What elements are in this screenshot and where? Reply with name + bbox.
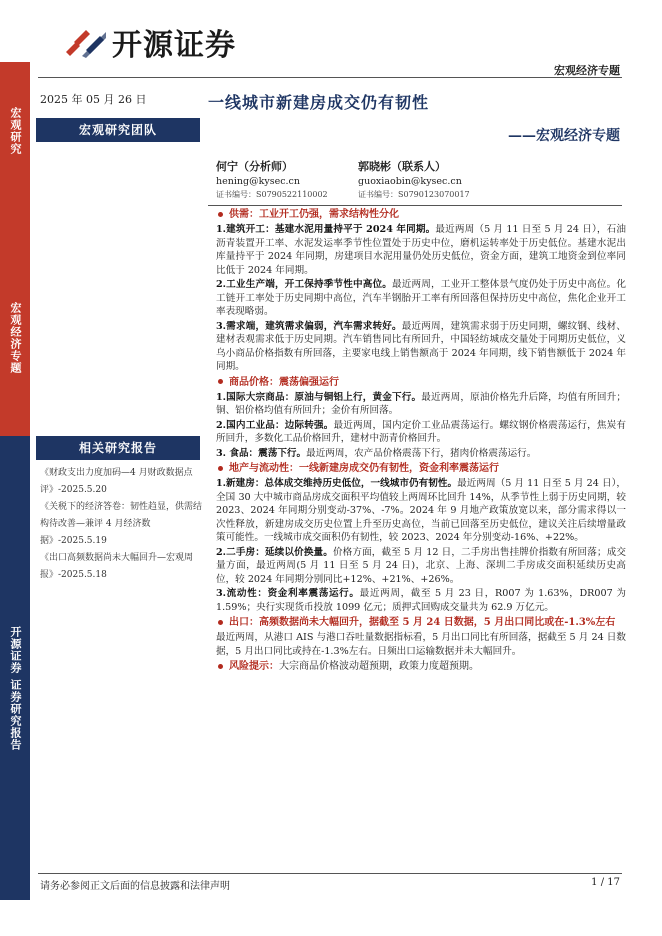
body-paragraph: 3. 食品：震荡下行。最近两周，农产品价格震荡下行，猪肉价格震荡运行。 bbox=[216, 447, 537, 459]
footer-disclaimer: 请务必参阅正文后面的信息披露和法律声明 bbox=[40, 881, 230, 892]
bullet-icon bbox=[218, 466, 223, 471]
side-band-macro: 宏观研究 bbox=[0, 62, 30, 190]
report-date: 2025 年 05 月 26 日 bbox=[40, 93, 147, 106]
related-report-link[interactable]: 《出口高频数据尚未大幅回升—宏观周报》-2025.5.18 bbox=[40, 553, 194, 580]
author-cert: 证书编号：S0790123070017 bbox=[358, 190, 470, 199]
footer-rule bbox=[38, 873, 622, 874]
header-rule bbox=[38, 77, 622, 78]
body-paragraph: 2.工业生产端，开工保持季节性中高位。最近两周，工业开工整体景气度仍处于历史中高位。化工链开工率处于历史同期中高位，汽车半钢胎开工率有所回落但保持历史中高位，焦化企业开工率表现略弱。 bbox=[216, 279, 627, 317]
page-subtitle: ——宏观经济专题 bbox=[508, 128, 620, 144]
section-heading: 地产与流动性：一线新建房成交仍有韧性，资金利率震荡运行 bbox=[216, 461, 626, 476]
bullet-icon bbox=[218, 620, 223, 625]
body-paragraph: 1.国际大宗商品：原油与铜铝上行，黄金下行。最近两周，原油价格先升后降，均值有所回升；铜、铝价格均值有所回升；金价有所回落。 bbox=[216, 391, 627, 416]
body-paragraph: 最近两周，从港口 AIS 与港口吞吐量数据指标看，5 月出口同比有所回落，据截至 5 月 24 日数据，5 月出口同比或持在-1.3%左右。日频出口运输数据并未大幅回升。 bbox=[216, 632, 626, 657]
author-name: 郭晓彬（联系人） bbox=[358, 160, 446, 173]
related-report-link[interactable]: 《关税下的经济答卷：韧性趋显，供需结构待改善—兼评 4 月经济数据》-2025.5.19 bbox=[40, 502, 203, 546]
body-paragraph: 2.国内工业品：边际转强。最近两周，国内定价工业品震荡运行。螺纹钢价格震荡运行，焦炭有所回升，多数化工品价格回升，建材中沥青价格回升。 bbox=[216, 419, 627, 444]
body-paragraph: 3.流动性：资金利率震荡运行。最近两周，截至 5 月 23 日，R007 为 1.63%，DR007 为 1.59%；央行实现货币投放 1099 亿元；质押式回购成交量共为 62.9 万亿元。 bbox=[216, 588, 627, 613]
page-title: 一线城市新建房成交仍有韧性 bbox=[208, 93, 430, 112]
body-paragraph: 1.建筑开工：基建水泥用量持平于 2024 年同期。最近两周（5 月 11 日至 5 月 24 日），石油沥青装置开工率、水泥发运率季节性位置处于历史中位，磨机运转率处于历史低位。基建水泥出库量持平于 2024 年同期，房建项目水泥用量仍处历史低位，资金方面，建筑工地资金到位率同比低于 2024 年同期。 bbox=[216, 224, 626, 276]
author-card bbox=[358, 160, 470, 201]
risk-heading: 风险提示：大宗商品价格波动超预期，政策力度超预期。 bbox=[216, 659, 626, 674]
team-label: 宏观研究团队 bbox=[36, 118, 200, 142]
author-card bbox=[216, 160, 328, 201]
bullet-icon bbox=[218, 664, 223, 669]
risk-text: 大宗商品价格波动超预期，政策力度超预期。 bbox=[279, 661, 479, 672]
author-cert: 证书编号：S0790522110002 bbox=[216, 190, 328, 199]
related-reports-label: 相关研究报告 bbox=[36, 436, 200, 460]
page-number: 1 / 17 bbox=[591, 877, 620, 888]
report-body bbox=[216, 206, 626, 675]
section-heading: 供需：工业开工仍强，需求结构性分化 bbox=[216, 207, 626, 222]
side-band-topic: 宏观经济专题 bbox=[0, 190, 30, 436]
bullet-icon bbox=[218, 379, 223, 384]
report-type-tag: 宏观经济专题 bbox=[554, 64, 620, 77]
author-name: 何宁（分析师） bbox=[216, 160, 293, 173]
author-email[interactable]: hening@kysec.cn bbox=[216, 176, 300, 187]
brand-logo-mark bbox=[62, 22, 108, 60]
body-paragraph: 1.新建房：总体成交维持历史低位，一线城市仍有韧性。最近两周（5 月 11 日至 5 月 24 日），全国 30 大中城市商品房成交面积平均值较上两周环比回升 14%，从季节性上弱于历史同期，较 2023、2024 年同期分别变动-37%、-7%。2024 年 9 月地产政策放宽以来，部分需求得以一次性释放，新建房成交历史位置上升至历史高位，当前已回落至历史低位，建议关注后续增量政策可能性。一线城市成交面积仍有韧性，较 2023、2024 年分别变动-16%、+22%。 bbox=[216, 478, 627, 543]
section-heading: 出口：高频数据尚未大幅回升，据截至 5 月 24 日数据，5 月出口同比或在-1.3%左右 bbox=[216, 615, 626, 630]
related-reports-list bbox=[40, 465, 202, 584]
body-paragraph: 3.需求端，建筑需求偏弱，汽车需求转好。最近两周，建筑需求弱于历史同期，螺纹钢、线材、建材表观需求低于历史同期。汽车销售同比有所回升，中国轻纺城成交量处于同期历史低位，义乌小商品价格指数有所回落，主要家电线上销售额高于 2024 年同期，线下销售额低于 2024 年同期。 bbox=[216, 320, 627, 372]
author-email[interactable]: guoxiaobin@kysec.cn bbox=[358, 176, 462, 187]
section-heading: 商品价格：震荡偏强运行 bbox=[216, 375, 626, 390]
brand-name: 开源证券 bbox=[112, 28, 236, 63]
bullet-icon bbox=[218, 212, 223, 217]
body-paragraph: 2.二手房：延续以价换量。价格方面，截至 5 月 12 日，二手房出售挂牌价指数有所回落；成交量方面，最近两周(5 月 11 日至 5 月 24 日)，北京、上海、深圳二手房成交面积延续历史高位，较 2024 年同期分别同比+12%、+21%、+26%。 bbox=[216, 546, 626, 585]
related-report-link[interactable]: 《财政支出力度加码—4 月财政数据点评》-2025.5.20 bbox=[40, 468, 193, 495]
side-band-report: 开源证券 证券研究报告 bbox=[0, 436, 30, 900]
